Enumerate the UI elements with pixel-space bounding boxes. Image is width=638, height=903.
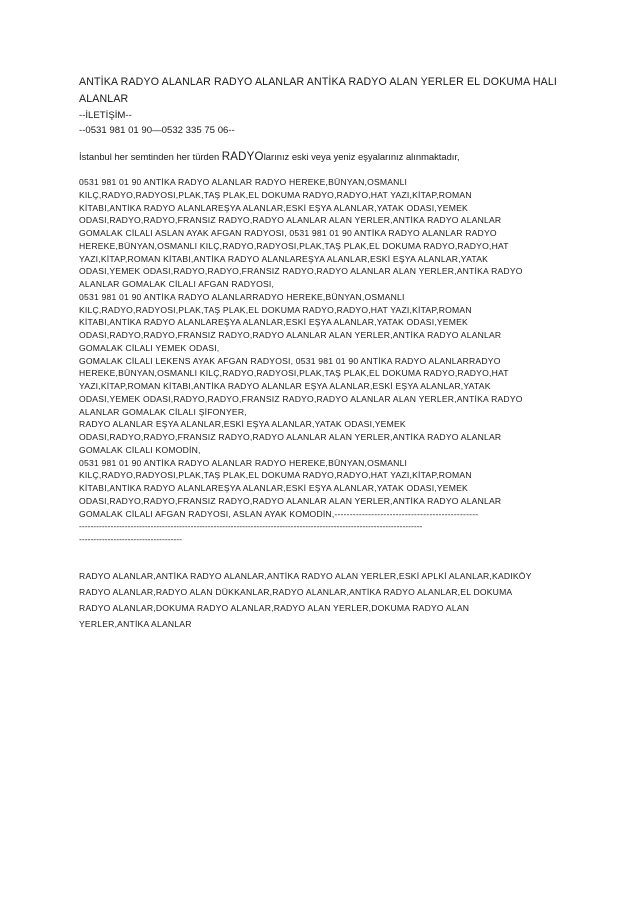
body-text: 0531 981 01 90 ANTİKA RADYO ALANLAR RADYO HEREKE,BÜNYAN,OSMANLI KILÇ,RADYO,RADYOSI,PLAK,TAŞ PLAK,EL DOKUMA RADYO,RADYO,HAT YAZI,KİTAP,ROMAN KİTABI,ANTİKA RADYO ALANLAREŞYA ALANLAR,ESKİ EŞYA ALANLAR,YATAK ODASI,YEMEK ODASI,RADYO,RADYO,FRANSIZ RADYO,RADYO ALANLAR ALAN YERLER,ANTİKA RADYO ALANLAR GOMALAK CİLALI ASLAN AYAK AFGAN RADYOSI, 0531 981 01 90 ANTİKA RADYO ALANLAR RADYO HEREKE,BÜNYAN,OSMANLI KILÇ,RADYO,RADYOSI,PLAK,TAŞ PLAK,EL DOKUMA RADYO,RADYO,HAT YAZI,KİTAP,ROMAN KİTABI,ANTİKA RADYO ALANLAREŞYA ALANLAR,ESKİ EŞYA ALANLAR,YATAK ODASI,YEMEK ODASI,RADYO,RADYO,FRANSIZ RADYO,RADYO ALANLAR ALAN YERLER,ANTİKA RADYO ALANLAR GOMALAK CİLALI AFGAN RADYOSI, 0531 981 01 90 ANTİKA RADYO ALANLARRADYO HEREKE,BÜNYAN,OSMANLI KILÇ,RADYO,RADYOSI,PLAK,TAŞ PLAK,EL DOKUMA RADYO,RADYO,HAT YAZI,KİTAP,ROMAN KİTABI,ANTİKA RADYO ALANLAREŞYA ALANLAR,ESKİ EŞYA ALANLAR,YATAK ODASI,YEMEK ODASI,RADYO,RADYO,FRANSIZ RADYO,RADYO ALANLAR ALAN YERLER,ANTİKA RADYO ALANLAR GOMALAK CİLALI YEMEK ODASI, GOMALAK CİLALI LEKENS AYAK AFGAN RADYOSI, 0531 981 01 90 ANTİKA RADYO ALANLARRADYO HEREKE,BÜNYAN,OSMANLI KILÇ,RADYO,RADYOSI,PLAK,TAŞ PLAK,EL DOKUMA RADYO,RADYO,HAT YAZI,KİTAP,ROMAN KİTABI,ANTİKA RADYO ALANLAR EŞYA ALANLAR,ESKİ EŞYA ALANLAR,YATAK ODASI,YEMEK ODASI,RADYO,RADYO,FRANSIZ RADYO,RADYO ALANLAR ALAN YERLER,ANTİKA RADYO ALANLAR GOMALAK CİLALI ŞİFONYER, RADYO ALANLAR EŞYA ALANLAR,ESKİ EŞYA ALANLAR,YATAK ODASI,YEMEK ODASI,RADYO,RADYO,FRANSIZ RADYO,RADYO ALANLAR ALAN YERLER,ANTİKA RADYO ALANLAR GOMALAK CİLALI KOMODİN, 0531 981 01 90 ANTİKA RADYO ALANLAR RADYO HEREKE,BÜNYAN,OSMANLI KILÇ,RADYO,RADYOSI,PLAK,TAŞ PLAK,EL DOKUMA RADYO,RADYO,HAT YAZI,KİTAP,ROMAN KİTABI,ANTİKA RADYO ALANLAREŞYA ALANLAR,ESKİ EŞYA ALANLAR,YATAK ODASI,YEMEK ODASI,RADYO,RADYO,FRANSIZ RADYO,RADYO ALANLAR ALAN YERLER,ANTİKA RADYO ALANLAR GOMALAK CİLALI AFGAN RADYOSI, ASLAN AYAK KOMODİN,----------------------------------------------- — [79, 177, 523, 519]
phone-numbers: --0531 981 01 90—0532 335 75 06-- — [79, 125, 235, 136]
intro-prefix: İstanbul her semtinden her türden — [79, 151, 222, 162]
document-content — [79, 74, 561, 632]
intro-paragraph — [79, 149, 561, 165]
intro-suffix: larınız eski veya yeniz eşyalarınız alınmaktadır, — [263, 151, 460, 162]
dashed-separator: ------------------------------------------------------------------------------------------------------------------------ ------------------------------------ — [79, 521, 423, 544]
intro-brand: RADYO — [221, 151, 264, 163]
footer-keywords: RADYO ALANLAR,ANTİKA RADYO ALANLAR,ANTİKA RADYO ALAN YERLER,ESKİ APLKİ ALANLAR,KADIKÖY RADYO ALANLAR,RADYO ALAN DÜKKANLAR,RADYO ALANLAR,ANTİKA RADYO ALANLAR,EL DOKUMA RADYO ALANLAR,DOKUMA RADYO ALANLAR,RADYO ALAN YERLER,DOKUMA RADYO ALAN YERLER,ANTİKA ALANLAR — [79, 570, 532, 629]
document-title: ANTİKA RADYO ALANLAR RADYO ALANLAR ANTİKA RADYO ALAN YERLER EL DOKUMA HALI ALANLAR — [79, 76, 557, 105]
contact-label: --İLETİŞİM-- — [79, 110, 132, 121]
